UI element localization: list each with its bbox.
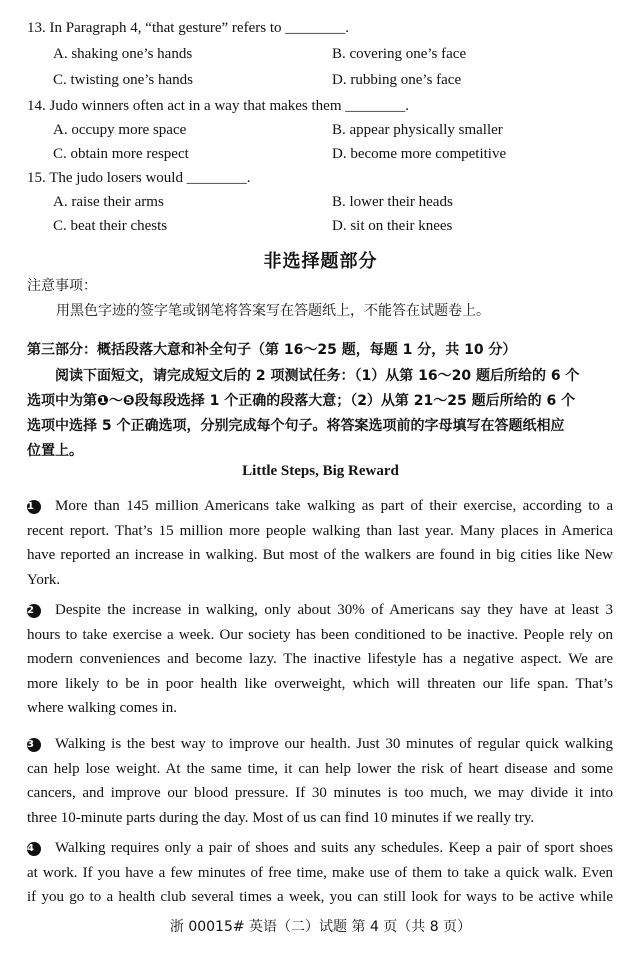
notice-text: 用黑色字迹的签字笔或钢笔将答案写在答题纸上，不能答在试题卷上。: [56, 303, 490, 319]
paragraph-1: [27, 494, 613, 592]
question-13-option-b: B. covering one’s face: [332, 46, 467, 62]
question-13-option-d: D. rubbing one’s face: [332, 72, 462, 88]
paragraph-line: 4 Walking requires only a pair of shoes and suits any schedules. Keep a pair of sport shoes: [27, 840, 613, 856]
paragraph-number-badge: 3: [27, 738, 41, 752]
question-14-option-a: A. occupy more space: [53, 122, 187, 138]
notice-heading: 注意事项：: [27, 278, 97, 294]
paragraph-number-badge: 4: [27, 842, 41, 856]
paragraph-3: [27, 732, 613, 830]
paragraph-2: [27, 598, 613, 721]
question-14-option-b: B. appear physically smaller: [332, 122, 503, 138]
question-14-option-c: C. obtain more respect: [53, 146, 189, 162]
instruction-line: 阅读下面短文，请完成短文后的 2 项测试任务：（1）从第 16～20 题后所给的 6 个: [55, 368, 580, 384]
paragraph-4: [27, 836, 613, 910]
paragraph-line: recent report. That’s 15 million more people walking than last year. Many places in America: [27, 522, 613, 539]
paragraph-line: have reported an increase in walking. But most of the walkers are found in big cities like New: [27, 547, 613, 563]
paragraph-number-badge: 2: [27, 604, 41, 618]
paragraph-line: modern conveniences and become lazy. The inactive lifestyle has a negative aspect. We are: [27, 651, 613, 667]
question-14-stem: 14. Judo winners often act in a way that makes them ________.: [27, 98, 410, 114]
question-13-option-a: A. shaking one’s hands: [53, 46, 193, 62]
paragraph-number-badge: 1: [27, 500, 41, 514]
paragraph-line: more likely to be in poor health like overweight, which will threaten our life span. That’s: [27, 675, 613, 692]
paragraph-line: 3 Walking is the best way to improve our health. Just 30 minutes of regular quick walking: [27, 736, 613, 752]
paragraph-line: can help lose weight. At the same time, it can help lower the risk of heart disease and some: [27, 760, 613, 777]
instruction-line: 位置上。: [27, 443, 83, 459]
question-15-option-b: B. lower their heads: [332, 194, 453, 210]
instruction-line: 选项中为第❶～❺段每段选择 1 个正确的段落大意；（2）从第 21～25 题后所给的 6 个: [27, 393, 576, 409]
section-title: 非选择题部分: [263, 251, 378, 272]
paragraph-line: at work. If you have a few minutes of free time, make use of them to take a quick walk. Even: [27, 864, 613, 881]
paragraph-line: York.: [27, 571, 61, 588]
question-14-option-d: D. become more competitive: [332, 146, 507, 162]
question-13-option-c: C. twisting one’s hands: [53, 72, 194, 88]
part-three-heading: 第三部分：概括段落大意和补全句子（第 16～25 题，每题 1 分，共 10 分）: [27, 342, 517, 358]
paragraph-line: cancers, and improve our blood pressure. If 30 minutes is too much, we may divide it into: [27, 785, 613, 801]
paragraph-line: if you go to a health club several times a week, you can still look for ways to be active while: [27, 889, 613, 905]
instruction-line: 选项中选择 5 个正确选项，分别完成每个句子。将答案选项前的字母填写在答题纸相应: [27, 418, 565, 434]
paragraph-line: 1 More than 145 million Americans take walking as part of their exercise, according to a: [27, 498, 613, 514]
question-15-option-c: C. beat their chests: [53, 218, 168, 234]
question-15-option-d: D. sit on their knees: [332, 218, 453, 234]
page-footer: 浙 00015# 英语（二）试题 第 4 页（共 8 页）: [169, 919, 472, 935]
paragraph-line: 2 Despite the increase in walking, only about 30% of Americans say they have at least 3: [27, 602, 613, 618]
question-13-stem: 13. In Paragraph 4, “that gesture” refers to ________.: [27, 20, 349, 36]
paragraph-line: hours to take exercise a week. Our society has been conditioned to be inactive. People rely on: [27, 626, 613, 643]
part-three-instructions: [27, 364, 613, 464]
question-15-option-a: A. raise their arms: [53, 194, 164, 210]
article-title: Little Steps, Big Reward: [242, 463, 399, 479]
paragraph-line: three 10-minute parts during the day. Most of us can find 10 minutes if we really try.: [27, 809, 535, 826]
question-15-stem: 15. The judo losers would ________.: [27, 170, 251, 186]
paragraph-line: where walking comes in.: [27, 700, 177, 716]
